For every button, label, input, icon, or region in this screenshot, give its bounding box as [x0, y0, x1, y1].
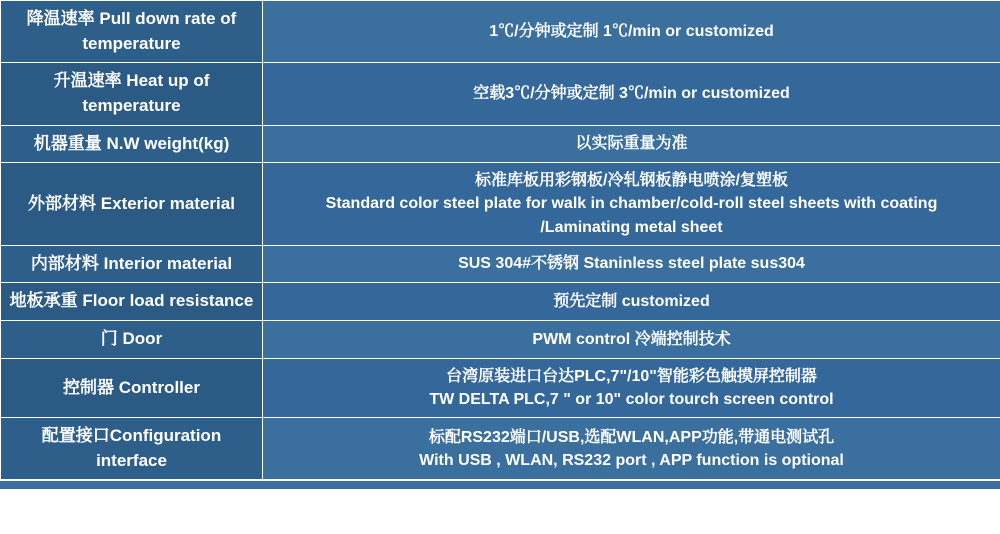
spec-value-line: 标准库板用彩钢板/冷轧钢板静电喷涂/复塑板: [475, 172, 788, 190]
spec-label-cell: [1, 358, 263, 417]
spec-value-cell: [263, 321, 1000, 359]
spec-value-cell: [263, 245, 1000, 283]
spec-value-cell: [263, 358, 1000, 417]
spec-value-line: 预先定制 customized: [553, 293, 710, 311]
spec-label-cell: [1, 418, 263, 480]
spec-label-line: temperature: [82, 33, 181, 53]
spec-value-line: Standard color steel plate for walk in chamber/cold-roll steel sheets with coating: [325, 195, 938, 213]
spec-value-line: TW DELTA PLC,7 " or 10" color tourch screen control: [429, 390, 834, 408]
spec-label-line: 控制器 Controller: [63, 377, 200, 397]
spec-table-body: [1, 1, 1000, 480]
spec-label-line: interface: [96, 450, 167, 470]
spec-value-line: 以实际重量为准: [575, 135, 688, 153]
spec-value-line: /Laminating metal sheet: [540, 218, 723, 236]
spec-value-cell: [263, 163, 1000, 246]
table-row: [1, 1, 1000, 63]
spec-label-line: 门 Door: [100, 329, 163, 349]
spec-label-cell: [1, 1, 263, 63]
spec-value-cell: [263, 1, 1000, 63]
spec-label-cell: [1, 245, 263, 283]
spec-value-line: SUS 304#不锈钢 Staninless steel plate sus304: [458, 255, 805, 273]
table-row: [1, 163, 1000, 246]
spec-label-cell: [1, 125, 263, 163]
spec-value-line: 1℃/分钟或定制 1℃/min or customized: [489, 23, 774, 41]
spec-value-cell: [263, 63, 1000, 125]
spec-label-line: 机器重量 N.W weight(kg): [33, 133, 230, 153]
spec-label-line: temperature: [82, 95, 181, 115]
spec-value-line: 标配RS232端口/USB,选配WLAN,APP功能,带通电测试孔: [428, 428, 835, 446]
table-row: [1, 358, 1000, 417]
spec-value-line: PWM control 冷端控制技术: [532, 330, 731, 348]
spec-value-line: 空载3℃/分钟或定制 3℃/min or customized: [473, 85, 790, 103]
spec-label-cell: [1, 321, 263, 359]
spec-value-line: 台湾原装进口台达PLC,7"/10"智能彩色触摸屏控制器: [446, 367, 817, 385]
spec-value-cell: [263, 283, 1000, 321]
spec-label-cell: [1, 163, 263, 246]
spec-label-line: 内部材料 Interior material: [30, 253, 233, 273]
spec-label-line: 配置接口Configuration: [41, 426, 222, 446]
spec-label-line: 降温速率 Pull down rate of: [26, 9, 237, 28]
table-row: [1, 125, 1000, 163]
table-row: [1, 245, 1000, 283]
spec-label-cell: [1, 283, 263, 321]
spec-label-line: 地板承重 Floor load resistance: [9, 291, 254, 311]
table-row: [1, 418, 1000, 480]
table-row: [1, 283, 1000, 321]
table-row: [1, 63, 1000, 125]
spec-value-line: With USB , WLAN, RS232 port , APP function is optional: [419, 451, 844, 469]
spec-label-cell: [1, 63, 263, 125]
spec-label-line: 升温速率 Heat up of: [53, 71, 210, 91]
spec-label-line: 外部材料 Exterior material: [28, 193, 235, 213]
table-bottom-edge: [0, 480, 1000, 489]
table-row: [1, 321, 1000, 359]
spec-value-cell: [263, 418, 1000, 480]
spec-value-cell: [263, 125, 1000, 163]
